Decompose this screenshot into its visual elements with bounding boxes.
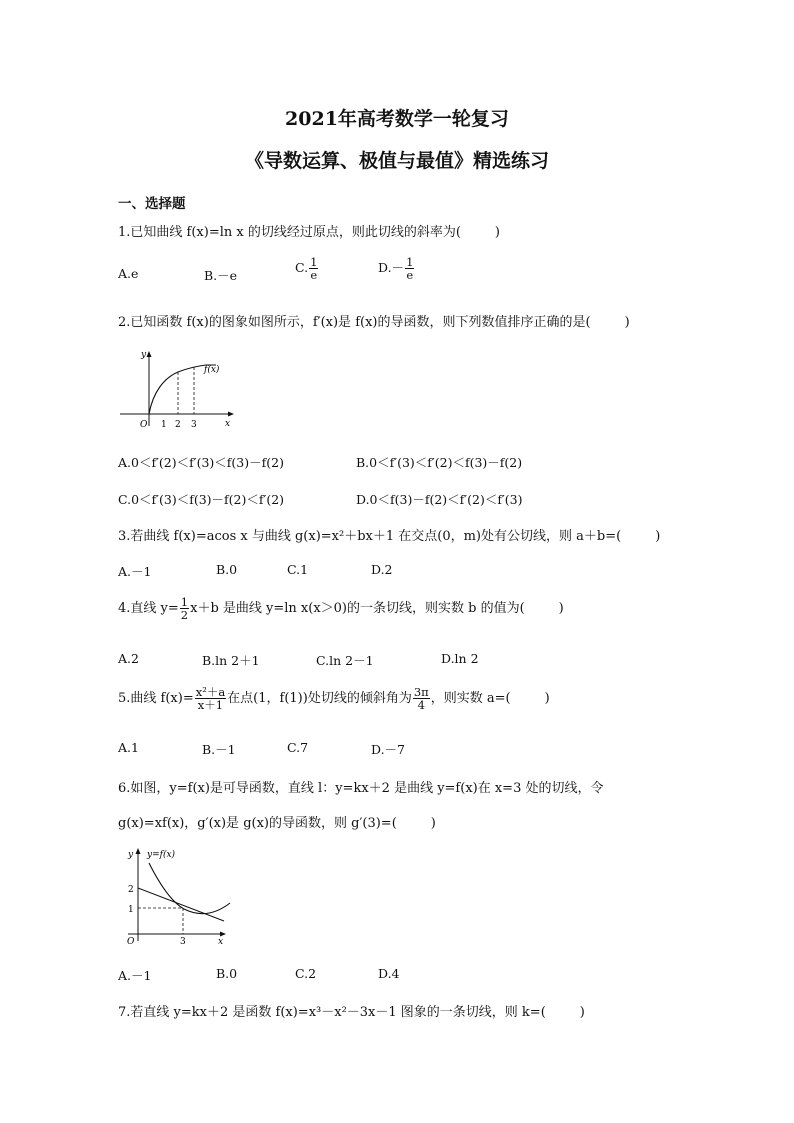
q4-stem-pre: 4.直线 y=: [118, 601, 179, 617]
q2-stem-close: ): [624, 315, 630, 330]
q3-stem-text: 3.若曲线 f(x)=acos x 与曲线 g(x)=x²＋bx＋1 在交点(0，m)处有公切线，则 a＋b=(: [118, 529, 622, 544]
q1-option-b: B.－e: [204, 268, 238, 283]
q5-option-d: D.－7: [371, 742, 406, 757]
q3-option-b: B.0: [216, 562, 238, 577]
q2-x-arrow: [228, 412, 234, 417]
q2-y-arrow: [147, 351, 152, 357]
q5-angle-denominator: 4: [417, 698, 425, 713]
q3-option-a: A.－1: [118, 564, 152, 579]
q5-stem-close: ): [544, 691, 550, 707]
q2-option-d: D.0＜f(3)－f(2)＜f′(2)＜f′(3): [356, 492, 523, 507]
q1-option-c: [295, 256, 319, 281]
section-heading: 一、选择题: [118, 196, 186, 212]
q1-d-numerator: 1: [406, 255, 414, 269]
q5-stem-post: ，则实数 a=(: [430, 691, 511, 707]
q6-stem-close: ): [430, 816, 436, 831]
q2-y-label: y: [141, 350, 147, 360]
q6-stem-text: g(x)=xf(x)，g′(x)是 g(x)的导函数，则 g′(3)=(: [118, 816, 397, 831]
q4-option-b: B.ln 2＋1: [202, 653, 260, 668]
question-3-stem: [118, 525, 660, 544]
q6-option-d: D.4: [378, 966, 400, 981]
q1-stem-text: 1.已知曲线 f(x)=ln x 的切线经过原点，则此切线的斜率为(: [118, 225, 461, 240]
q6-curve: [149, 863, 230, 914]
q4-numerator: 1: [180, 595, 189, 609]
q4-fraction: [180, 596, 189, 621]
q6-tick-y2: 2: [128, 885, 134, 895]
q6-origin-label: O: [127, 937, 135, 945]
q5-stem-mid: 在点(1，f(1))处切线的倾斜角为: [227, 691, 412, 707]
q2-tick-1: 1: [161, 420, 167, 430]
q4-option-d: D.ln 2: [441, 651, 479, 666]
q6-x-arrow: [220, 932, 226, 937]
q2-figure: [116, 344, 238, 432]
q2-tick-3: 3: [191, 420, 197, 430]
q5-denominator: x＋1: [197, 698, 224, 713]
q1-d-denominator: e: [406, 268, 414, 283]
q2-option-a: A.0＜f′(2)＜f′(3)＜f(3)－f(2): [118, 455, 284, 470]
q1-option-d: [378, 256, 415, 281]
q1-option-d-fraction: [405, 256, 414, 281]
question-7-stem: [118, 1001, 585, 1020]
q3-stem-close: ): [655, 529, 661, 544]
q5-option-c: C.7: [287, 740, 309, 755]
q5-option-a: A.1: [118, 740, 139, 755]
q5-angle-numerator: 3π: [413, 685, 429, 699]
q1-option-d-label: D.－: [378, 260, 405, 276]
q6-tick-y1: 1: [128, 905, 134, 915]
question-5-stem: [118, 686, 550, 711]
q6-option-c: C.2: [295, 966, 317, 981]
q6-tangent-line: [138, 888, 224, 921]
question-1-stem: [118, 221, 500, 240]
q3-option-d: D.2: [371, 562, 393, 577]
q1-option-c-label: C.: [295, 260, 309, 276]
q4-stem-post: x＋b 是曲线 y=ln x(x＞0)的一条切线，则实数 b 的值为(: [190, 601, 525, 617]
question-2-stem: [118, 311, 630, 330]
q2-curve-label: f(x): [204, 365, 220, 375]
q2-tick-2: 2: [175, 420, 181, 430]
q6-curve-label: y=f(x): [147, 850, 176, 860]
q5-option-b: B.－1: [202, 742, 236, 757]
q4-option-c: C.ln 2－1: [316, 653, 374, 668]
q6-figure: [118, 843, 234, 945]
q1-stem-close: ): [494, 225, 500, 240]
q3-option-c: C.1: [287, 562, 309, 577]
q5-stem-pre: 5.曲线 f(x)=: [118, 691, 194, 707]
q6-option-a: A.－1: [118, 968, 152, 983]
q2-x-label: x: [225, 419, 231, 429]
q5-fraction: [195, 686, 226, 711]
q6-tick-x3: 3: [180, 937, 186, 945]
q1-c-numerator: 1: [310, 255, 318, 269]
q6-y-arrow: [136, 848, 141, 854]
q7-stem-text: 7.若直线 y=kx＋2 是函数 f(x)=x³－x²－3x－1 图象的一条切线，则 k=(: [118, 1005, 546, 1020]
q2-origin-label: O: [140, 420, 148, 430]
q7-stem-close: ): [579, 1005, 585, 1020]
question-4-stem: [118, 596, 564, 621]
q2-stem-text: 2.已知函数 f(x)的图象如图所示，f′(x)是 f(x)的导函数，则下列数值排序正确的是(: [118, 315, 591, 330]
q6-option-b: B.0: [216, 966, 238, 981]
q1-c-denominator: e: [310, 268, 318, 283]
q4-denominator: 2: [180, 608, 189, 623]
question-6-line-2: [118, 812, 436, 831]
q6-y-label: y: [128, 850, 134, 860]
q2-option-c: C.0＜f′(3)＜f(3)－f(2)＜f′(2): [118, 492, 285, 507]
page-title: 2021年高考数学一轮复习: [285, 108, 509, 130]
question-6-line-1: 6.如图，y=f(x)是可导函数，直线 l：y=kx＋2 是曲线 y=f(x)在 x=3 处的切线，令: [118, 781, 604, 796]
q5-numerator: x²＋a: [195, 685, 226, 699]
page-subtitle: 《导数运算、极值与最值》精选练习: [244, 150, 549, 172]
q5-angle-fraction: [413, 686, 430, 711]
q4-stem-close: ): [558, 601, 564, 617]
q4-option-a: A.2: [118, 651, 139, 666]
q1-option-a: A.e: [118, 266, 139, 281]
q1-option-c-fraction: [309, 256, 318, 281]
q2-option-b: B.0＜f′(3)＜f′(2)＜f(3)－f(2): [356, 455, 523, 470]
q6-x-label: x: [218, 937, 224, 945]
